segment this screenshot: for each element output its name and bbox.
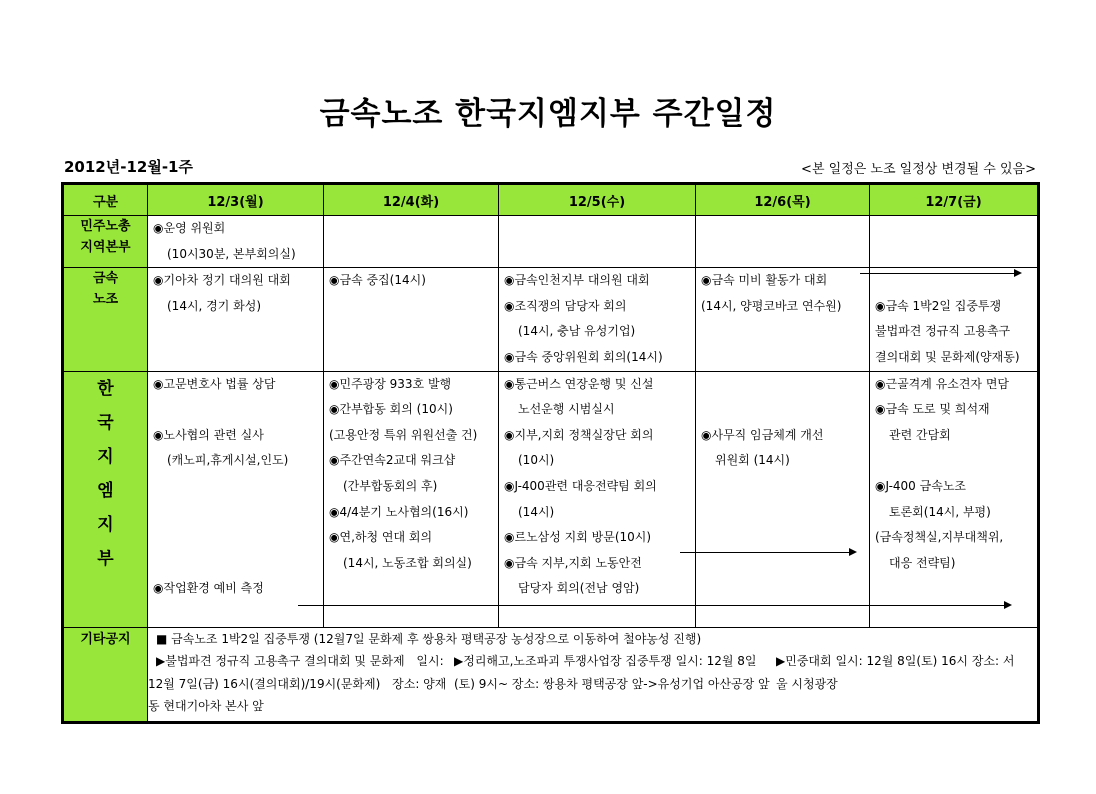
header-thu: 12/6(목): [696, 184, 870, 216]
event-line: (10시): [518, 453, 555, 468]
cell-metal-fri: [870, 268, 1039, 371]
row-label-line: 노조: [92, 292, 119, 308]
event-line: 노선운행 시범실시: [518, 402, 615, 417]
cell-gm-thu: [696, 371, 870, 627]
week-label: 2012년-12월-1주: [64, 158, 193, 176]
cell-minju-fri: [870, 216, 1039, 268]
header-wed: 12/5(수): [499, 184, 696, 216]
event-line: ◉주간연속2교대 워크샵: [329, 453, 456, 468]
row-misc: [63, 627, 1039, 722]
event-line: ◉간부합동 회의 (10시): [329, 402, 453, 417]
event-line: ◉J-400 금속노조: [875, 478, 966, 493]
page-title: 금속노조 한국지엠지부 주간일정: [319, 96, 777, 132]
event-line: (14시, 충남 유성기업): [518, 324, 636, 339]
event-line: (금속정책실,지부대책위,: [875, 530, 1004, 545]
misc-headline: ■ 금속노조 1박2일 집중투쟁 (12월7일 문화제 후 쌍용차 평택공장 농성장으로 이동하여 철야농성 진행): [156, 631, 702, 646]
spacer: [696, 372, 869, 398]
spacer: [696, 397, 869, 423]
row-label-line: 지역본부: [80, 240, 131, 255]
event-line: ◉노사협의 관련 실사: [153, 427, 264, 442]
row-minju: [63, 216, 1039, 268]
row-label-char: 국: [97, 412, 114, 433]
event-line: 결의대회 및 문화제(양재동): [875, 349, 1020, 364]
header-row: [63, 184, 1039, 216]
arrow-continue-icon: [680, 552, 855, 553]
event-line: 관련 간담회: [889, 427, 951, 442]
row-label-char: 엠: [97, 480, 114, 501]
event-line: ◉금속 도로 및 희석재: [875, 402, 990, 417]
event-line: ◉J-400관련 대응전략팀 회의: [504, 478, 657, 493]
weekly-schedule-table: [61, 182, 1040, 724]
event-line: ◉사무직 임금체계 개선: [701, 427, 824, 442]
event-line: ◉작업환경 예비 측정: [153, 581, 264, 596]
row-metal: [63, 268, 1039, 371]
event-date: 일시: 12월 8일(토) 16시: [835, 654, 969, 669]
cell-gm-fri: [870, 371, 1039, 627]
cell-gm-tue: [324, 371, 499, 627]
event-line: (캐노피,휴게시설,인도): [167, 453, 289, 468]
cell-metal-wed: [499, 268, 696, 371]
event-line: (고용안정 특위 위원선출 건): [329, 427, 478, 442]
row-label-gm: [63, 371, 148, 627]
row-label-char: 지: [97, 446, 114, 467]
row-label-misc: 기타공지: [63, 627, 148, 722]
spacer: [148, 551, 323, 577]
header-tue: 12/4(화): [324, 184, 499, 216]
row-label-line: 금속: [92, 271, 119, 287]
event-line: (10시30분, 본부회의실): [167, 246, 296, 261]
cell-gm-mon: [148, 371, 324, 627]
event-line: ◉금속 1박2일 집중투쟁: [875, 298, 1002, 313]
event-line: ◉금속 중앙위원회 회의(14시): [504, 349, 663, 364]
event-line: (간부합동회의 후): [343, 478, 438, 493]
event-date: 일시: 12월 8일(토) 9시~: [454, 654, 757, 691]
event-line: 토론회(14시, 부평): [889, 504, 991, 519]
event-line: ◉지부,지회 정책실장단 회의: [504, 427, 654, 442]
spacer: [148, 397, 323, 423]
misc-notice-cell: [148, 627, 1039, 722]
row-label-minju: [63, 216, 148, 268]
header-mon: 12/3(월): [148, 184, 324, 216]
event-title: ▶정리해고,노조파괴 투쟁사업장 집중투쟁: [454, 654, 672, 669]
cell-minju-tue: [324, 216, 499, 268]
event-line: ◉금속인천지부 대의원 대회: [504, 273, 650, 288]
event-title: ▶불법파견 정규직 고용촉구 결의대회 및 문화제: [156, 654, 405, 669]
row-label-line: 민주노총: [80, 219, 131, 234]
event-line: (14시): [518, 504, 555, 519]
event-place: 장소: 양재동 현대기아차 본사 앞: [148, 676, 447, 714]
misc-event-3: [776, 650, 1016, 718]
event-date: 일시: 12월 7일(금) 16시(결의대회)/19시(문화제): [148, 654, 444, 691]
event-line: ◉금속 지부,지회 노동안전: [504, 555, 642, 570]
event-line: (14시, 양평코바코 연수원): [701, 298, 842, 313]
event-line: ◉고문변호사 법률 상담: [153, 376, 276, 391]
event-line: 대응 전략팀): [889, 555, 956, 570]
event-line: ◉르노삼성 지회 방문(10시): [504, 530, 652, 545]
cell-minju-wed: [499, 216, 696, 268]
event-line: 위원회 (14시): [715, 453, 790, 468]
row-label-char: 한: [97, 378, 114, 399]
event-line: ◉근골격계 유소견자 면담: [875, 376, 1010, 391]
event-place: 장소: 서울 시청광장: [776, 654, 1015, 691]
event-line: 담당자 회의(전남 영암): [518, 581, 640, 596]
event-line: ◉금속 중집(14시): [329, 273, 426, 288]
event-line: (14시, 경기 화성): [167, 298, 262, 313]
cell-metal-mon: [148, 268, 324, 371]
row-label-char: 지: [97, 514, 114, 535]
cell-metal-tue: [324, 268, 499, 371]
cell-metal-thu: [696, 268, 870, 371]
spacer: [870, 448, 1037, 474]
event-place: 장소: 쌍용차 평택공장 앞->유성기업 아산공장 앞: [511, 676, 770, 691]
event-line: ◉금속 미비 활동가 대회: [701, 273, 828, 288]
row-label-char: 부: [97, 548, 114, 569]
event-line: ◉기아차 정기 대의원 대회: [153, 273, 291, 288]
cell-minju-thu: [696, 216, 870, 268]
spacer: [148, 500, 323, 526]
cell-gm-wed: [499, 371, 696, 627]
event-line: ◉조직쟁의 담당자 회의: [504, 298, 627, 313]
spacer: [148, 525, 323, 551]
misc-events: [148, 650, 1037, 718]
event-line: ◉운영 위원회: [153, 221, 226, 235]
notice-text: <본 일정은 노조 일정상 변경될 수 있음>: [801, 162, 1036, 177]
event-line: ◉4/4분기 노사협의(16시): [329, 504, 469, 519]
arrow-continue-icon: [860, 273, 1020, 274]
misc-event-1: [148, 650, 454, 718]
cell-minju-mon: [148, 216, 324, 268]
spacer: [148, 474, 323, 500]
header-fri: 12/7(금): [870, 184, 1039, 216]
event-line: ◉민주광장 933호 발행: [329, 376, 452, 391]
row-label-metal: [63, 268, 148, 371]
misc-event-2: [454, 650, 776, 718]
event-line: 불법파견 정규직 고용촉구: [875, 324, 1011, 339]
event-title: ▶민중대회: [776, 654, 832, 669]
event-line: ◉연,하청 연대 회의: [329, 530, 433, 545]
event-line: ◉통근버스 연장운행 및 신설: [504, 376, 654, 391]
row-gm: [63, 371, 1039, 627]
header-category: 구분: [63, 184, 148, 216]
event-line: (14시, 노동조합 회의실): [343, 555, 472, 570]
arrow-continue-icon: [298, 605, 1010, 606]
